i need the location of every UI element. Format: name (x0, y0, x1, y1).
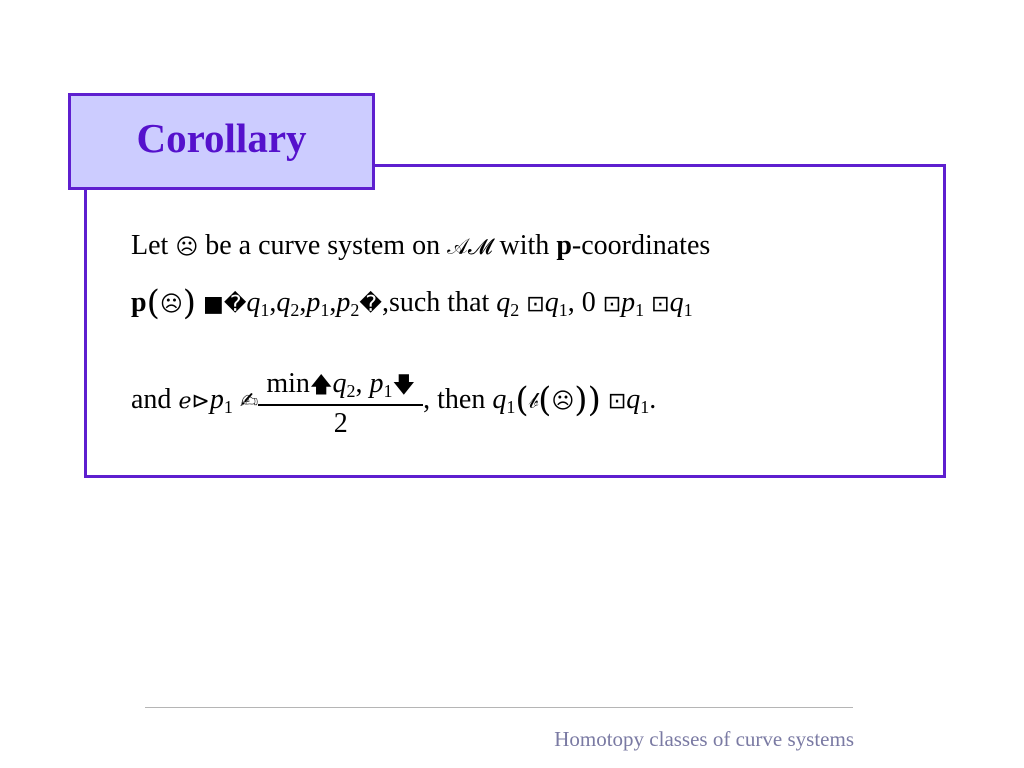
min-operator: min (266, 368, 310, 399)
surface-symbol: 𝒜𝓜 (447, 235, 493, 260)
equals-glyph: ■� (203, 292, 247, 317)
var-p: p (336, 287, 351, 318)
bold-p: p (556, 230, 572, 261)
var-q: q (246, 287, 261, 318)
text-curve-system: be a curve system on (205, 230, 441, 261)
comma: , (269, 287, 277, 318)
statement-line-2 (131, 283, 693, 323)
statement-line-3 (131, 366, 656, 437)
corollary-title-box (68, 93, 375, 190)
comma: , (567, 287, 575, 318)
subscript: 1 (223, 396, 233, 417)
subscript: 1 (640, 396, 650, 417)
var-p: p (621, 287, 636, 318)
var-q: q (492, 383, 507, 415)
statement-line-1 (131, 230, 710, 264)
footer-title: Homotopy classes of curve systems (554, 727, 854, 751)
comma: , (329, 287, 337, 318)
epsilon-symbol: ℯ (178, 388, 192, 414)
var-q: q (276, 287, 291, 318)
text-coordinates: -coordinates (571, 230, 711, 261)
fraction-numerator (258, 369, 423, 406)
relation-glyph: ⊡ (526, 292, 545, 317)
right-paren: ) (182, 283, 197, 323)
subscript: 1 (558, 300, 568, 320)
subscript: 2 (346, 381, 356, 401)
text-such-that: ,such that (381, 287, 490, 318)
close-glyph: � (359, 292, 382, 317)
subscript: 1 (683, 300, 693, 320)
subscript: 1 (635, 300, 645, 320)
comma: , (355, 368, 363, 399)
zero: 0 (581, 287, 596, 318)
word-with: with (499, 230, 550, 261)
subscript: 1 (383, 381, 393, 401)
subscript: 2 (290, 300, 300, 320)
subscript: 1 (506, 396, 516, 417)
word-and: and (131, 383, 172, 415)
var-p: p (209, 383, 224, 415)
left-paren: ( (515, 379, 529, 420)
fraction (258, 369, 423, 440)
corollary-title: Corollary (136, 114, 307, 161)
down-arrow-glyph: 🡇 (392, 373, 416, 398)
subscript: 2 (510, 300, 520, 320)
subscript: 2 (350, 300, 360, 320)
fraction-denominator: 2 (333, 408, 348, 439)
right-paren: ) (587, 379, 601, 420)
right-paren: ) (574, 379, 588, 420)
var-q: q (544, 287, 559, 318)
curve-system-symbol: ☹ (175, 235, 199, 260)
var-q: q (626, 383, 641, 415)
subscript: 1 (320, 300, 330, 320)
relation-glyph: ⊡ (651, 292, 670, 317)
comma: , (299, 287, 307, 318)
up-arrow-glyph: 🡅 (309, 373, 333, 398)
var-p: p (369, 368, 384, 399)
footer-divider (145, 707, 853, 708)
function-symbol: 𝒷 (528, 388, 539, 414)
var-q: q (332, 368, 347, 399)
var-q: q (496, 287, 511, 318)
bold-p: p (131, 287, 147, 318)
relation-glyph: ⊳ (191, 388, 210, 414)
curve-system-symbol: ☹ (551, 388, 575, 414)
text-then: , then (423, 383, 486, 415)
relation-glyph: ✍ (239, 388, 259, 414)
left-paren: ( (146, 283, 160, 323)
var-p: p (306, 287, 321, 318)
left-paren: ( (538, 379, 552, 420)
subscript: 1 (260, 300, 270, 320)
curve-system-symbol: ☹ (159, 292, 183, 317)
relation-glyph: ⊡ (607, 388, 627, 414)
period: . (649, 383, 657, 415)
relation-glyph: ⊡ (602, 292, 622, 317)
var-q: q (669, 287, 684, 318)
word-let: Let (131, 230, 169, 261)
